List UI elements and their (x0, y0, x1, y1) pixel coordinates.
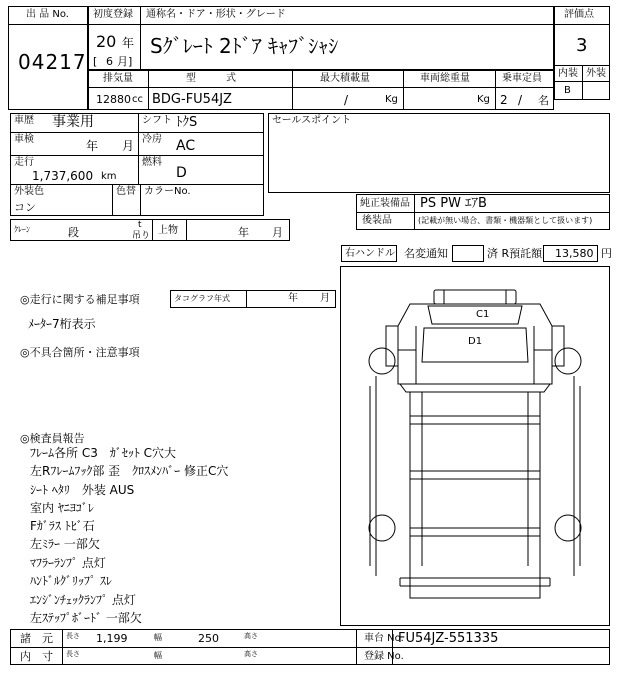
inner-width-label: 幅 (154, 651, 162, 660)
inner-dimensions-label: 内 寸 (20, 650, 53, 663)
fuel-label: 燃料 (142, 157, 162, 168)
width-label: 幅 (154, 633, 162, 642)
crane-label: ｸﾚｰﾝ (14, 225, 30, 234)
chassis-number: FU54JZ-551335 (398, 631, 499, 646)
inspection-year: 年 (86, 139, 99, 153)
ext-color-label: 外装色 (14, 186, 44, 197)
shift-label: シフト (142, 115, 172, 126)
registration-label: 登録 No. (364, 651, 404, 662)
front-left-wheel (369, 348, 395, 374)
ext-color-value: コン (14, 201, 36, 214)
overall-rating: 3 (576, 35, 588, 56)
tacho-month: 月 (320, 293, 330, 304)
std-equipment-label: 純正装備品 (360, 198, 410, 209)
inspection-label: 車検 (14, 134, 34, 145)
exterior-label: 外装 (586, 68, 606, 79)
inspector-item: ﾌﾚｰﾑ各所 C3 ｶﾞｾｯﾄ C穴大 (30, 446, 177, 460)
color-no-label: カラーNo. (144, 186, 191, 197)
month-unit: 月] (117, 55, 133, 68)
inspection-month: 月 (122, 139, 135, 153)
height-label: 高さ (244, 632, 258, 640)
inspector-item: 左ｽﾃｯﾌﾟﾎﾞｰﾄﾞ 一部欠 (30, 611, 142, 625)
front-right-wheel (555, 348, 581, 374)
inspector-item: 左ﾐﾗｰ 一部欠 (30, 537, 100, 551)
aircon-label: 冷房 (142, 134, 162, 145)
right-body-side (574, 376, 580, 576)
length-value: 1,199 (96, 632, 128, 645)
capacity-slash: / (518, 93, 523, 107)
inner-height-label: 高さ (244, 650, 258, 658)
model-code: BDG-FU54JZ (152, 92, 232, 107)
first-registration-label: 初度登録 (93, 9, 133, 20)
gross-weight-label: 車両総重量 (420, 73, 470, 84)
mileage-label: 走行 (14, 157, 34, 168)
color-change-label: 色替 (116, 186, 136, 197)
gross-weight-unit: Kg (477, 94, 490, 105)
right-step (552, 326, 564, 366)
year-unit: 年 (122, 36, 135, 50)
std-equipment-value: PS PW ｴｱB (420, 196, 487, 211)
capacity-unit: 名 (538, 94, 549, 107)
mileage-value: 1,737,600 (32, 169, 94, 183)
chassis-label: 車台 No. (364, 633, 404, 644)
rhd-label: 右ハンドル (345, 248, 395, 259)
inner-length-label: 長さ (66, 650, 80, 658)
registration-month: 6 (106, 55, 113, 68)
model-name: Sｸﾞﾚｰﾄ 2ﾄﾞｱ ｷｬﾌﾞｼｬｼ (150, 34, 339, 58)
rear-frame (410, 566, 540, 598)
lot-label: 出 品 No. (26, 9, 69, 20)
inspector-item: 室内 ﾔﾆﾖｺﾞﾚ (30, 501, 94, 515)
lot-number: 04217 (18, 50, 87, 74)
yen-unit: 円 (601, 247, 612, 260)
mileage-unit: km (101, 171, 117, 182)
shift-value: ﾄｸS (176, 115, 198, 130)
interior-label: 内装 (558, 68, 578, 79)
length-label: 長さ (66, 632, 80, 640)
recycle-label: 済 R預託額 (487, 247, 543, 260)
width-value: 250 (198, 632, 219, 645)
capacity-label: 乗車定員 (502, 73, 542, 84)
max-load-label: 最大積載量 (320, 73, 370, 84)
month-bracket-open: [ (93, 55, 98, 68)
rear-left-wheel (369, 515, 395, 541)
driving-note: ﾒｰﾀｰ7桁表示 (28, 317, 96, 331)
model-name-label: 通称名・ドア・形状・グレード (146, 9, 286, 20)
max-load-unit: Kg (385, 94, 398, 105)
capacity-value: 2 (500, 93, 508, 107)
inspector-item: 左Rﾌﾚｰﾑﾌｯｸ部 歪 ｸﾛｽﾒﾝﾊﾞｰ 修正C穴 (30, 464, 229, 478)
body-year: 年 (238, 226, 249, 239)
displacement-unit: cc (132, 94, 143, 105)
aftermarket-note: (記載が無い場合、書類・機器類として扱います) (418, 216, 593, 225)
name-change-label: 名変通知 (404, 247, 448, 260)
interior-grade: B (564, 85, 571, 96)
specs-label: 諸 元 (20, 632, 53, 645)
left-step (386, 326, 398, 366)
crane-hoist: 吊り (132, 231, 151, 241)
inspector-item: ｴﾝｼﾞﾝﾁｪｯｸﾗﾝﾌﾟ 点灯 (30, 593, 136, 607)
windshield (428, 306, 522, 324)
model-code-label: 型 式 (186, 73, 236, 84)
truck-diagram (340, 266, 610, 626)
displacement-value: 12880 (96, 93, 131, 106)
max-load-slash: / (344, 93, 349, 107)
body-label: 上物 (158, 225, 178, 236)
crane-stage: 段 (68, 226, 79, 239)
recycle-amount: 13,580 (555, 247, 594, 260)
front-bumper (400, 384, 550, 392)
inspector-item: ﾏﾌﾗｰﾗﾝﾌﾟ 点灯 (30, 556, 106, 570)
left-body-side (370, 376, 376, 576)
details-box (10, 113, 264, 216)
tacho-year: 年 (288, 293, 298, 304)
displacement-label: 排気量 (103, 73, 133, 84)
rating-label: 評価点 (564, 9, 594, 20)
fuel-value: D (176, 165, 187, 181)
damage-mark-d1: D1 (468, 336, 483, 347)
aircon-value: AC (176, 138, 196, 154)
inspector-item: Fｶﾞﾗｽ ﾄﾋﾞ石 (30, 519, 95, 533)
inspector-item: ﾊﾝﾄﾞﾙｸﾞﾘｯﾌﾟ ｽﾚ (30, 574, 112, 588)
name-change-box (452, 245, 484, 262)
sales-point-label: セールスポイント (272, 115, 352, 126)
driving-notes-label: ◎走行に関する補足事項 (20, 293, 140, 306)
tacho-label: タコグラフ年式 (174, 294, 230, 303)
cab-roof (434, 290, 516, 304)
registration-year: 20 (96, 32, 117, 51)
rear-right-wheel (555, 515, 581, 541)
defects-label: ◎不具合箇所・注意事項 (20, 346, 140, 359)
inspector-item: ｼｰﾄ ﾍﾀﾘ 外装 AUS (30, 483, 135, 497)
history-value: 事業用 (52, 114, 94, 130)
aftermarket-label: 後装品 (362, 215, 392, 226)
body-month: 月 (272, 226, 283, 239)
damage-mark-c1: C1 (476, 309, 490, 320)
history-label: 車歴 (14, 115, 34, 126)
inspector-label: ◎検査員報告 (20, 432, 85, 445)
crane-tonnage-unit: t (138, 220, 142, 230)
